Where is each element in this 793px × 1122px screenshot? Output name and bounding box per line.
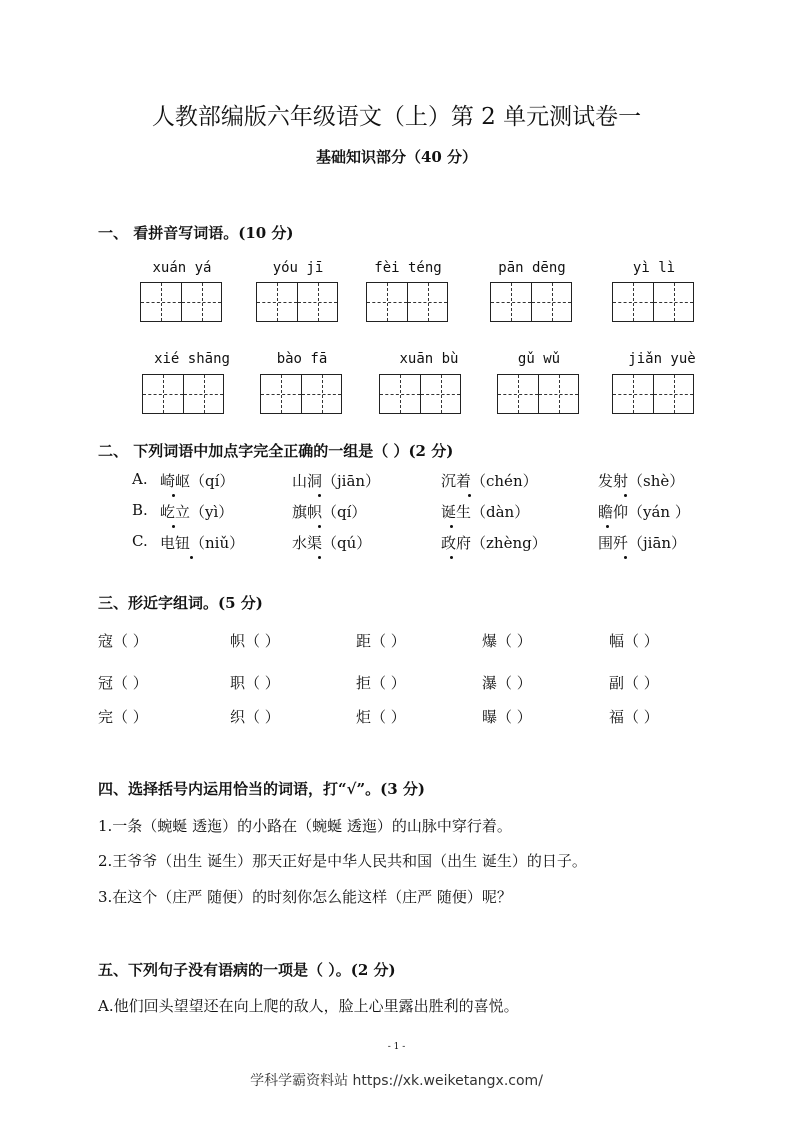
pinyin-label: jiǎn yuè — [628, 351, 696, 367]
section4-title: 四、选择括号内运用恰当的词语，打“√”。(3 分) — [98, 780, 425, 798]
char-blank[interactable]: 织（ ） — [230, 708, 280, 726]
emphasis-dot — [606, 525, 609, 528]
option-word: 水渠（qú） — [292, 534, 372, 552]
char-blank[interactable]: 炬（ ） — [356, 708, 406, 726]
option-word: 诞生（dàn） — [441, 503, 530, 521]
writing-grid[interactable] — [612, 282, 694, 322]
pinyin-label: gǔ wǔ — [517, 351, 561, 367]
writing-grid[interactable] — [260, 374, 342, 414]
section2-title: 二、 下列词语中加点字完全正确的一组是（ ）(2 分) — [98, 442, 454, 460]
emphasis-dot — [318, 525, 321, 528]
pinyin-label: xié shāng — [154, 351, 230, 367]
emphasis-dot — [624, 556, 627, 559]
writing-grid[interactable] — [142, 374, 224, 414]
emphasis-dot — [450, 525, 453, 528]
page-subtitle: 基础知识部分（40 分） — [315, 148, 478, 166]
option-word: 政府（zhèng） — [441, 534, 547, 552]
section5-title: 五、下列句子没有语病的一项是（ ）。(2 分) — [98, 961, 396, 979]
option-letter: B. — [132, 501, 148, 519]
char-blank[interactable]: 冠（ ） — [98, 674, 148, 692]
option-letter: C. — [132, 532, 148, 550]
option-word: 屹立（yì） — [160, 503, 234, 521]
char-blank[interactable]: 寇（ ） — [98, 632, 148, 650]
option-word: 山洞（jiān） — [292, 472, 381, 490]
question-line: 3.在这个（庄严 随便）的时刻你怎么能这样（庄严 随便）呢？ — [98, 888, 512, 906]
emphasis-dot — [172, 525, 175, 528]
pinyin-label: xuán yá — [152, 260, 212, 276]
option-letter: A. — [132, 470, 148, 488]
char-blank[interactable]: 爆（ ） — [482, 632, 532, 650]
page-number: - 1 - — [387, 1042, 406, 1052]
option-word: 沉着（chén） — [441, 472, 538, 490]
question-line: 2.王爷爷（出生 诞生）那天正好是中华人民共和国（出生 诞生）的日子。 — [98, 852, 587, 870]
emphasis-dot — [468, 494, 471, 497]
emphasis-dot — [318, 494, 321, 497]
char-blank[interactable]: 幅（ ） — [609, 632, 659, 650]
emphasis-dot — [190, 556, 193, 559]
option-word: 瞻仰（yán ） — [598, 503, 690, 521]
pinyin-label: bào fā — [276, 351, 328, 367]
emphasis-dot — [450, 556, 453, 559]
char-blank[interactable]: 曝（ ） — [482, 708, 532, 726]
question-line: 1.一条（蜿蜒 透迤）的小路在（蜿蜒 透迤）的山脉中穿行着。 — [98, 817, 512, 835]
writing-grid[interactable] — [256, 282, 338, 322]
emphasis-dot — [172, 494, 175, 497]
option-word: 电钮（niǔ） — [160, 534, 245, 552]
char-blank[interactable]: 福（ ） — [609, 708, 659, 726]
writing-grid[interactable] — [497, 374, 579, 414]
char-blank[interactable]: 帜（ ） — [230, 632, 280, 650]
option-word: 崎岖（qí） — [160, 472, 235, 490]
emphasis-dot — [624, 494, 627, 497]
section1-title: 一、 看拼音写词语。(10 分) — [98, 224, 294, 242]
section3-title: 三、形近字组词。(5 分) — [98, 594, 263, 612]
char-blank[interactable]: 拒（ ） — [356, 674, 406, 692]
pinyin-label: pān dēng — [498, 260, 566, 276]
pinyin-label: yì lì — [632, 260, 676, 276]
char-blank[interactable]: 距（ ） — [356, 632, 406, 650]
char-blank[interactable]: 副（ ） — [609, 674, 659, 692]
pinyin-label: fèi téng — [374, 260, 442, 276]
pinyin-label: xuān bù — [399, 351, 459, 367]
char-blank[interactable]: 职（ ） — [230, 674, 280, 692]
pinyin-label: yóu jī — [272, 260, 324, 276]
writing-grid[interactable] — [490, 282, 572, 322]
writing-grid[interactable] — [379, 374, 461, 414]
option-word: 围歼（jiān） — [598, 534, 687, 552]
writing-grid[interactable] — [366, 282, 448, 322]
char-blank[interactable]: 完（ ） — [98, 708, 148, 726]
option-word: 发射（shè） — [598, 472, 685, 490]
page-title: 人教部编版六年级语文（上）第 2 单元测试卷一 — [151, 104, 642, 130]
option-word: 旗帜（qí） — [292, 503, 367, 521]
emphasis-dot — [318, 556, 321, 559]
option-a-line: A.他们回头望望还在向上爬的敌人，脸上心里露出胜利的喜悦。 — [98, 997, 519, 1015]
char-blank[interactable]: 瀑（ ） — [482, 674, 532, 692]
writing-grid[interactable] — [612, 374, 694, 414]
footer-watermark: 学科学霸资料站 https://xk.weiketangx.com/ — [250, 1073, 543, 1089]
writing-grid[interactable] — [140, 282, 222, 322]
